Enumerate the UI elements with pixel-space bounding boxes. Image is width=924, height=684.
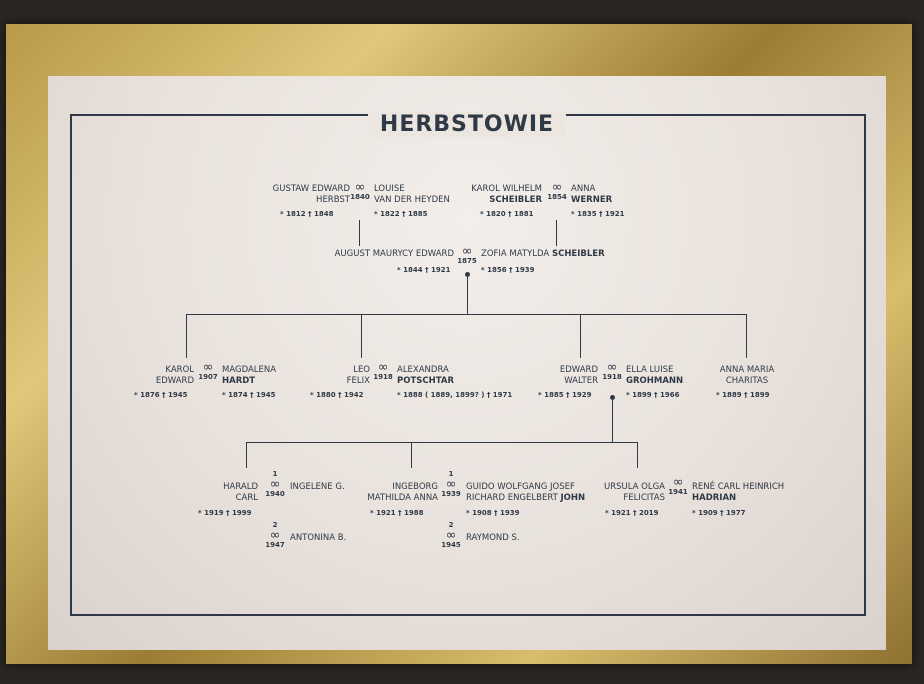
- marriage-icon: ∞: [445, 477, 457, 492]
- person-leo: LEO FELIX: [346, 365, 370, 386]
- marriage-edward-ella: ∞ 1918: [600, 362, 624, 382]
- dates-rene: * 1909 † 1977: [692, 509, 746, 517]
- marriage-icon: ∞: [461, 244, 473, 259]
- marriage-ursula-rene: ∞ 1941: [666, 477, 690, 497]
- dates-anna-maria: * 1889 † 1899: [716, 391, 770, 399]
- marriage-leo-alexandra: ∞ 1918: [371, 362, 395, 382]
- dates-anna-werner: * 1835 † 1921: [571, 210, 625, 218]
- dates-zofia: * 1856 † 1939: [481, 266, 535, 274]
- person-zofia: ZOFIA MATYLDA SCHEIBLER: [481, 249, 605, 259]
- person-august: AUGUST MAURYCY EDWARD: [334, 249, 454, 259]
- marriage-icon: ∞: [445, 528, 457, 543]
- person-anna-werner: ANNA WERNER: [571, 184, 613, 205]
- marriage-karol-anna: ∞ 1854: [545, 182, 569, 202]
- connector: [246, 442, 637, 443]
- person-guido: GUIDO WOLFGANG JOSEF RICHARD ENGELBERT JOHN: [466, 482, 586, 503]
- person-alexandra: ALEXANDRA POTSCHTAR: [397, 365, 454, 386]
- connector: [637, 442, 638, 468]
- marriage-icon: ∞: [354, 180, 366, 195]
- marriage-karol-magdalena: ∞ 1907: [196, 362, 220, 382]
- dates-ella: * 1899 † 1966: [626, 391, 680, 399]
- poster: [48, 76, 886, 650]
- connector: [612, 397, 613, 442]
- dates-edward-walter: * 1885 † 1929: [538, 391, 592, 399]
- connector: [556, 220, 557, 246]
- marriage-icon: ∞: [551, 180, 563, 195]
- connector: [186, 314, 187, 358]
- poster-title: HERBSTOWIE: [48, 112, 886, 137]
- dates-august: * 1844 † 1921: [397, 266, 451, 274]
- person-gustaw: GUSTAW EDWARD HERBST: [272, 184, 350, 205]
- person-magdalena: MAGDALENA HARDT: [222, 365, 277, 386]
- connector: [746, 314, 747, 358]
- person-edward-walter: EDWARD WALTER: [559, 365, 598, 386]
- person-rene: RENÉ CARL HEINRICH HADRIAN: [692, 482, 785, 503]
- dates-ingeborg: * 1921 † 1988: [370, 509, 424, 517]
- dates-magdalena: * 1874 † 1945: [222, 391, 276, 399]
- dates-leo: * 1880 † 1942: [310, 391, 364, 399]
- marriage-icon: ∞: [269, 528, 281, 543]
- marriage-august-zofia: ∞ 1875: [457, 244, 477, 265]
- dates-guido: * 1908 † 1939: [466, 509, 520, 517]
- dates-harald: * 1919 † 1999: [198, 509, 252, 517]
- connector: [361, 314, 362, 358]
- dates-louise: * 1822 † 1885: [374, 210, 428, 218]
- connector: [467, 274, 468, 314]
- marriage-icon: ∞: [606, 360, 618, 375]
- connector: [359, 220, 360, 246]
- person-karol-edward: KAROL EDWARD: [155, 365, 194, 386]
- connector: [246, 442, 247, 468]
- marriage-gustaw-louise: ∞ 1840: [348, 182, 372, 202]
- person-louise: LOUISE VAN DER HEYDEN: [374, 184, 450, 205]
- connector: [411, 442, 412, 468]
- marriage-icon: ∞: [269, 477, 281, 492]
- marriage-harald-2: 2 ∞ 1947: [263, 521, 287, 550]
- connector: [186, 314, 747, 315]
- picture-frame: [6, 24, 912, 664]
- person-ella: ELLA LUISE GROHMANN: [626, 365, 684, 386]
- person-raymond: RAYMOND S.: [466, 533, 520, 543]
- connector: [580, 314, 581, 358]
- dates-gustaw: * 1812 † 1848: [280, 210, 334, 218]
- person-karol-wilhelm: KAROL WILHELM SCHEIBLER: [471, 184, 542, 205]
- person-ursula: URSULA OLGA FELICITAS: [603, 482, 665, 503]
- dates-karol-wilhelm: * 1820 † 1881: [480, 210, 534, 218]
- marriage-icon: ∞: [672, 475, 684, 490]
- dates-karol-edward: * 1876 † 1945: [134, 391, 188, 399]
- person-ingelene: INGELENE G.: [290, 482, 345, 492]
- marriage-icon: ∞: [202, 360, 214, 375]
- person-antonina: ANTONINA B.: [290, 533, 347, 543]
- marriage-ingeborg-2: 2 ∞ 1945: [439, 521, 463, 550]
- person-ingeborg: INGEBORG MATHILDA ANNA: [367, 482, 438, 503]
- dates-alexandra: * 1888 ( 1889, 1899? ) † 1971: [397, 391, 513, 399]
- dates-ursula: * 1921 † 2019: [605, 509, 659, 517]
- person-harald: HARALD CARL: [223, 482, 258, 503]
- person-anna-maria: ANNA MARIA CHARITAS: [719, 365, 775, 386]
- marriage-icon: ∞: [377, 360, 389, 375]
- marriage-ingeborg-1: 1 ∞ 1939: [439, 470, 463, 499]
- marriage-harald-1: 1 ∞ 1940: [263, 470, 287, 499]
